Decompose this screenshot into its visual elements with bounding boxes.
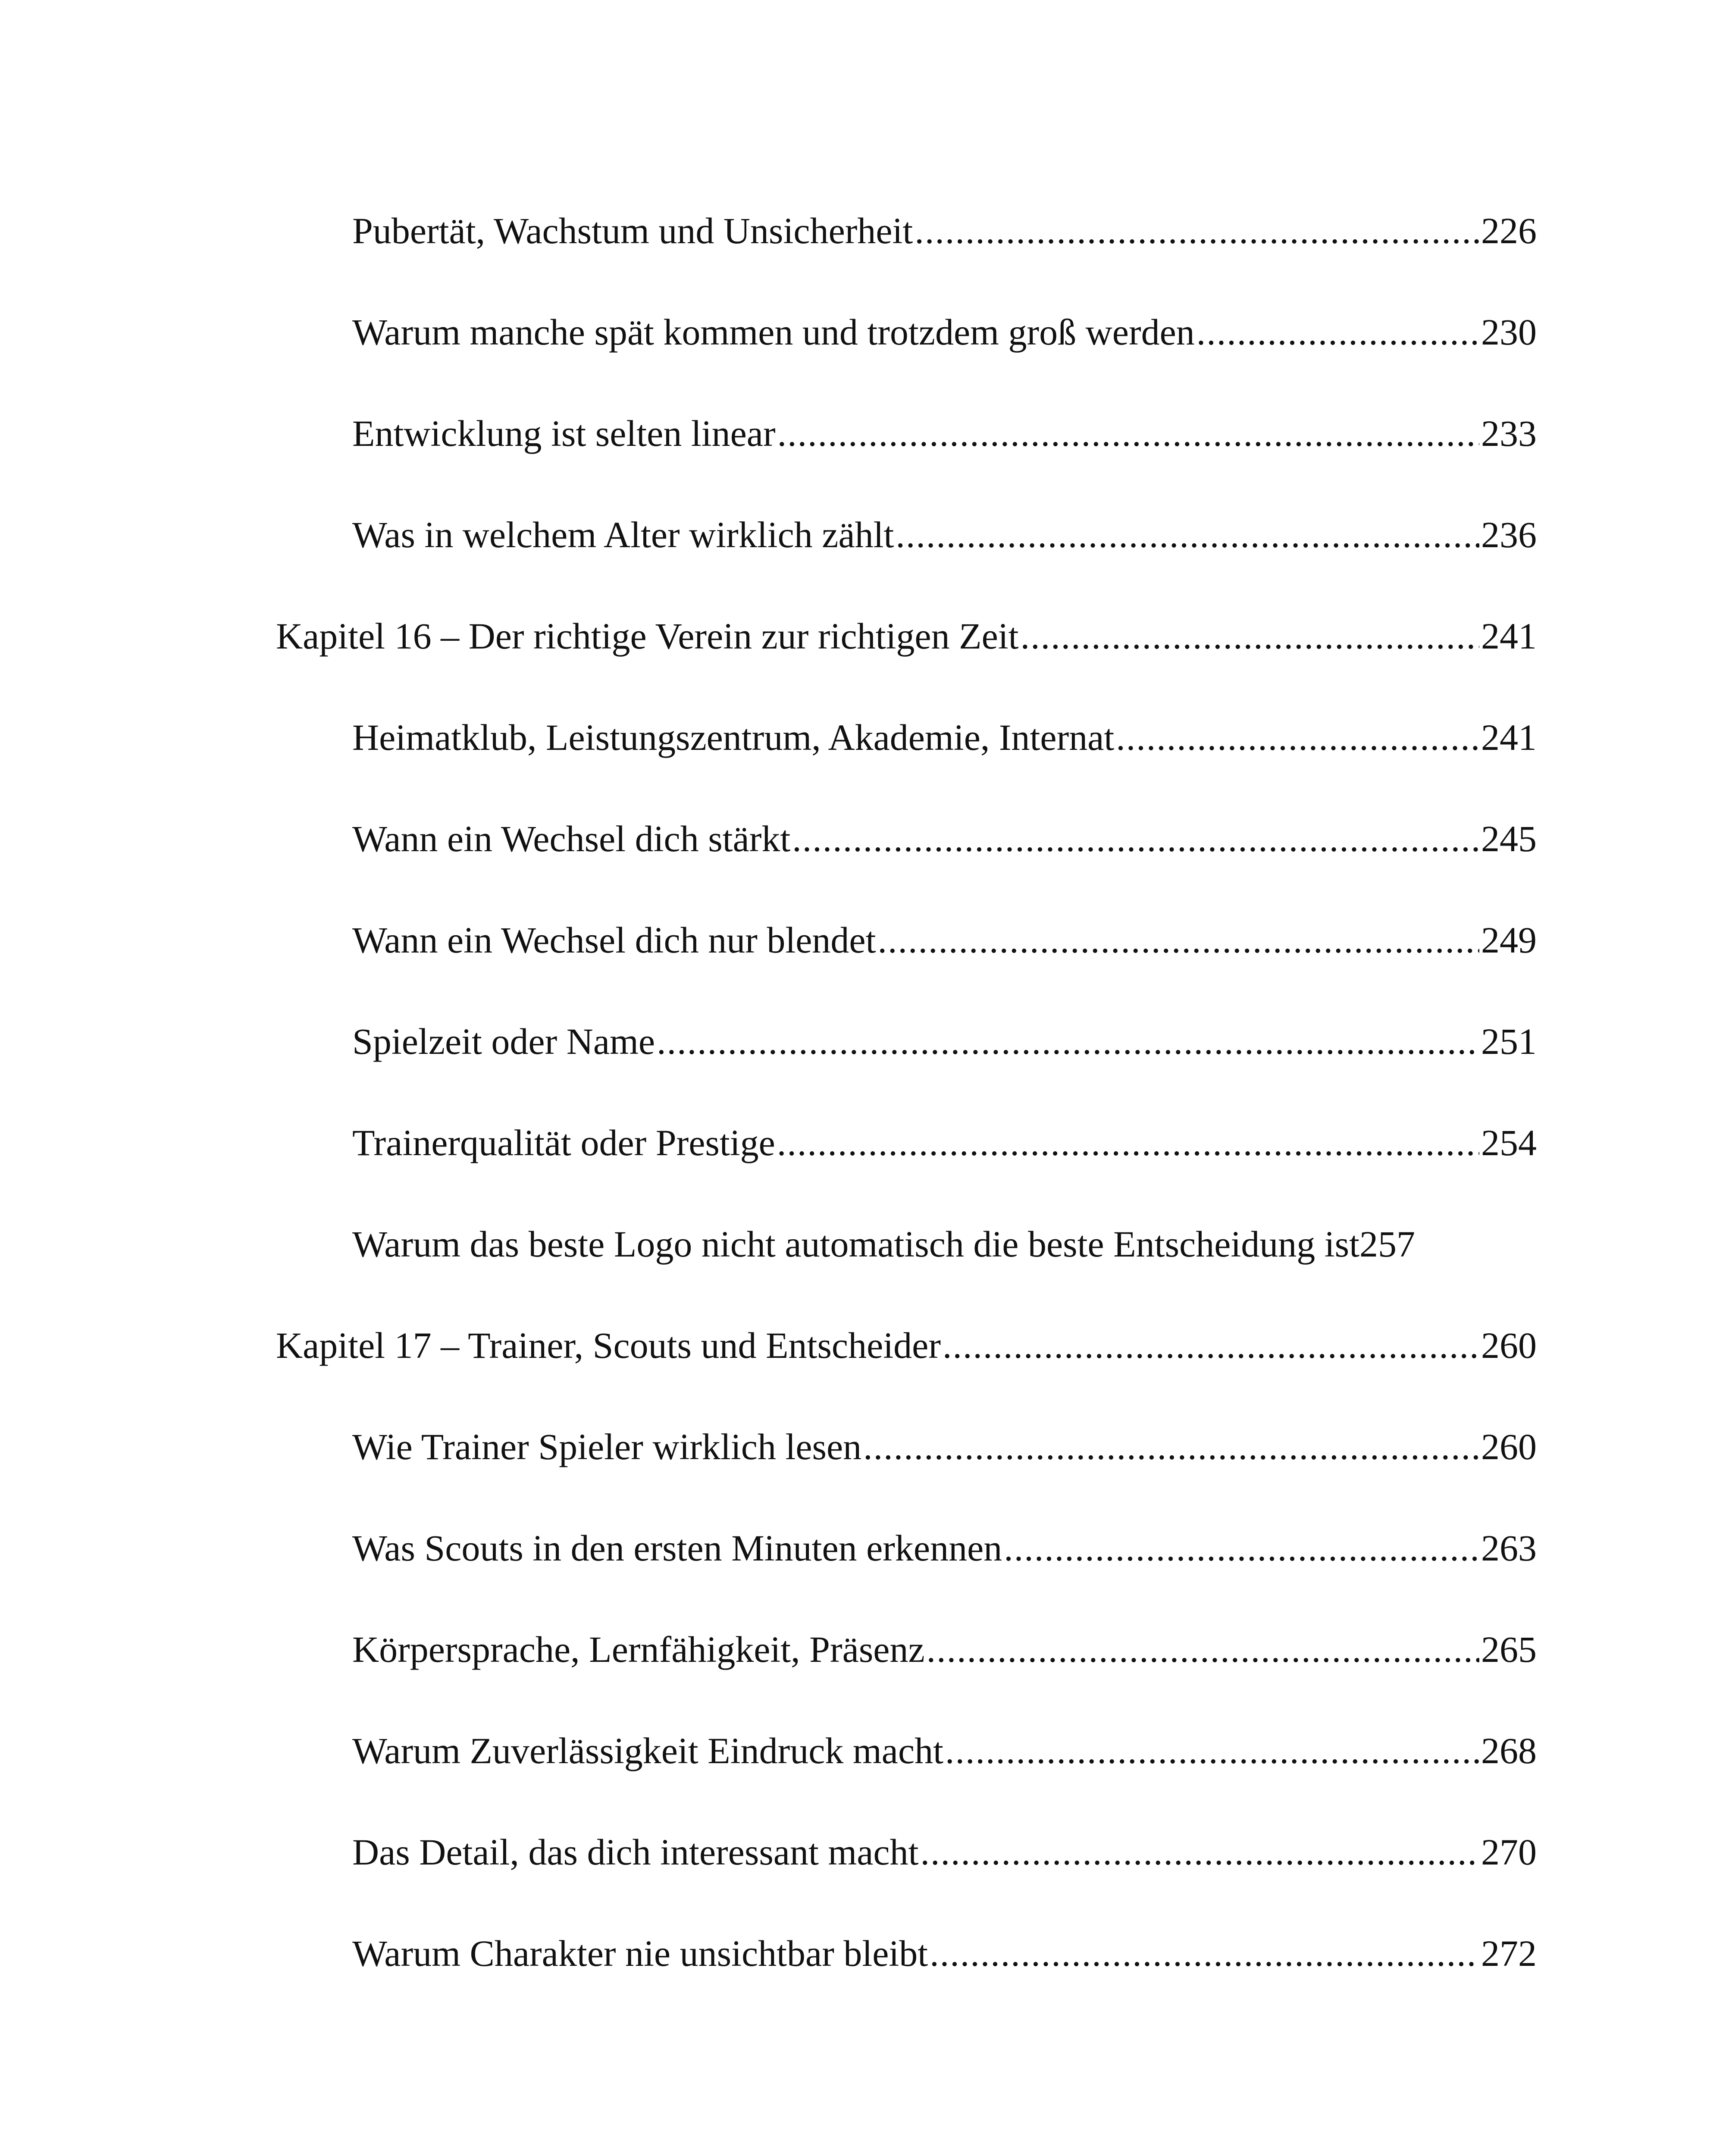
toc-leader-dots bbox=[777, 1124, 1479, 1161]
toc-leader-dots bbox=[1196, 313, 1479, 351]
toc-entry bbox=[352, 1023, 1537, 1060]
toc-leader-dots bbox=[920, 1833, 1479, 1871]
toc-entry-page: 245 bbox=[1481, 818, 1537, 859]
toc-entry-page: 241 bbox=[1481, 615, 1537, 657]
toc-leader-dots bbox=[777, 415, 1479, 452]
toc-leader-dots bbox=[927, 1631, 1479, 1668]
toc-entry bbox=[352, 1124, 1537, 1161]
toc-entry bbox=[352, 1225, 1537, 1263]
toc-entry bbox=[352, 719, 1537, 756]
toc-entry bbox=[352, 921, 1537, 959]
toc-entry-page: 241 bbox=[1481, 717, 1537, 758]
toc-leader-dots bbox=[863, 1428, 1479, 1465]
toc-leader-dots bbox=[896, 516, 1479, 553]
toc-entry-page: 263 bbox=[1481, 1527, 1537, 1569]
toc-entry-title: Warum manche spät kommen und trotzdem groß werden bbox=[352, 311, 1195, 353]
toc-entry-title: Spielzeit oder Name bbox=[352, 1021, 655, 1062]
toc-leader-dots bbox=[877, 921, 1479, 959]
toc-leader-dots bbox=[792, 820, 1479, 857]
toc-entry-title: Kapitel 16 – Der richtige Verein zur richtigen Zeit bbox=[276, 615, 1019, 657]
toc-leader-dots bbox=[945, 1732, 1479, 1769]
toc-entry-page: 270 bbox=[1481, 1831, 1537, 1873]
toc-entry-page: 265 bbox=[1481, 1629, 1537, 1670]
toc-entry-title: Entwicklung ist selten linear bbox=[352, 413, 776, 454]
toc-entry-page: 254 bbox=[1481, 1122, 1537, 1163]
toc-entry-title: Das Detail, das dich interessant macht bbox=[352, 1831, 919, 1873]
toc-entry bbox=[352, 1529, 1537, 1567]
toc-leader-dots bbox=[1116, 719, 1479, 756]
toc-entry-page: 233 bbox=[1481, 413, 1537, 454]
toc-leader-dots bbox=[1021, 617, 1479, 655]
toc-entry-title: Wann ein Wechsel dich nur blendet bbox=[352, 919, 876, 961]
toc-entry-title: Was Scouts in den ersten Minuten erkennen bbox=[352, 1527, 1002, 1569]
toc-entry bbox=[352, 820, 1537, 857]
toc-entry bbox=[352, 516, 1537, 553]
toc-entry bbox=[352, 1833, 1537, 1871]
toc-entry bbox=[352, 313, 1537, 351]
toc-entry bbox=[352, 1428, 1537, 1465]
toc-entry-title: Trainerqualität oder Prestige bbox=[352, 1122, 775, 1163]
toc-entry-title: Pubertät, Wachstum und Unsicherheit bbox=[352, 210, 913, 251]
toc-entry-page: 268 bbox=[1481, 1730, 1537, 1771]
toc-entry-title: Warum Charakter nie unsichtbar bleibt bbox=[352, 1933, 928, 1974]
toc-entry bbox=[352, 1935, 1537, 1972]
toc-entry-page: 251 bbox=[1481, 1021, 1537, 1062]
toc-entry-page: 249 bbox=[1481, 919, 1537, 961]
toc-leader-dots bbox=[657, 1023, 1479, 1060]
toc-entry-title: Kapitel 17 – Trainer, Scouts und Entscheider bbox=[276, 1325, 941, 1366]
toc-entry-page: 260 bbox=[1481, 1325, 1537, 1366]
toc-entry-page: 260 bbox=[1481, 1426, 1537, 1467]
toc-entry bbox=[352, 1631, 1537, 1668]
toc-entry-page: 230 bbox=[1481, 311, 1537, 353]
toc-entry-page: 257 bbox=[1359, 1223, 1416, 1265]
toc-entry-title: Wann ein Wechsel dich stärkt bbox=[352, 818, 791, 859]
toc-entry bbox=[352, 1732, 1537, 1769]
toc-entry bbox=[352, 212, 1537, 249]
toc-leader-dots bbox=[1004, 1529, 1479, 1567]
toc-entry-page: 226 bbox=[1481, 210, 1537, 251]
toc-chapter-entry bbox=[276, 1327, 1537, 1364]
toc-entry-title: Warum das beste Logo nicht automatisch die beste Entscheidung ist bbox=[352, 1223, 1360, 1265]
toc-entry-title: Heimatklub, Leistungszentrum, Akademie, Internat bbox=[352, 717, 1115, 758]
toc-entry bbox=[352, 415, 1537, 452]
toc-entry-title: Wie Trainer Spieler wirklich lesen bbox=[352, 1426, 862, 1467]
toc-entry-page: 272 bbox=[1481, 1933, 1537, 1974]
toc-leader-dots bbox=[943, 1327, 1479, 1364]
toc-entry-title: Warum Zuverlässigkeit Eindruck macht bbox=[352, 1730, 944, 1771]
toc-entry-page: 236 bbox=[1481, 514, 1537, 555]
toc-leader-dots bbox=[915, 212, 1479, 249]
toc-entry-title: Körpersprache, Lernfähigkeit, Präsenz bbox=[352, 1629, 925, 1670]
toc-leader-dots bbox=[930, 1935, 1479, 1972]
toc-chapter-entry bbox=[276, 617, 1537, 655]
toc-entry-title: Was in welchem Alter wirklich zählt bbox=[352, 514, 894, 555]
